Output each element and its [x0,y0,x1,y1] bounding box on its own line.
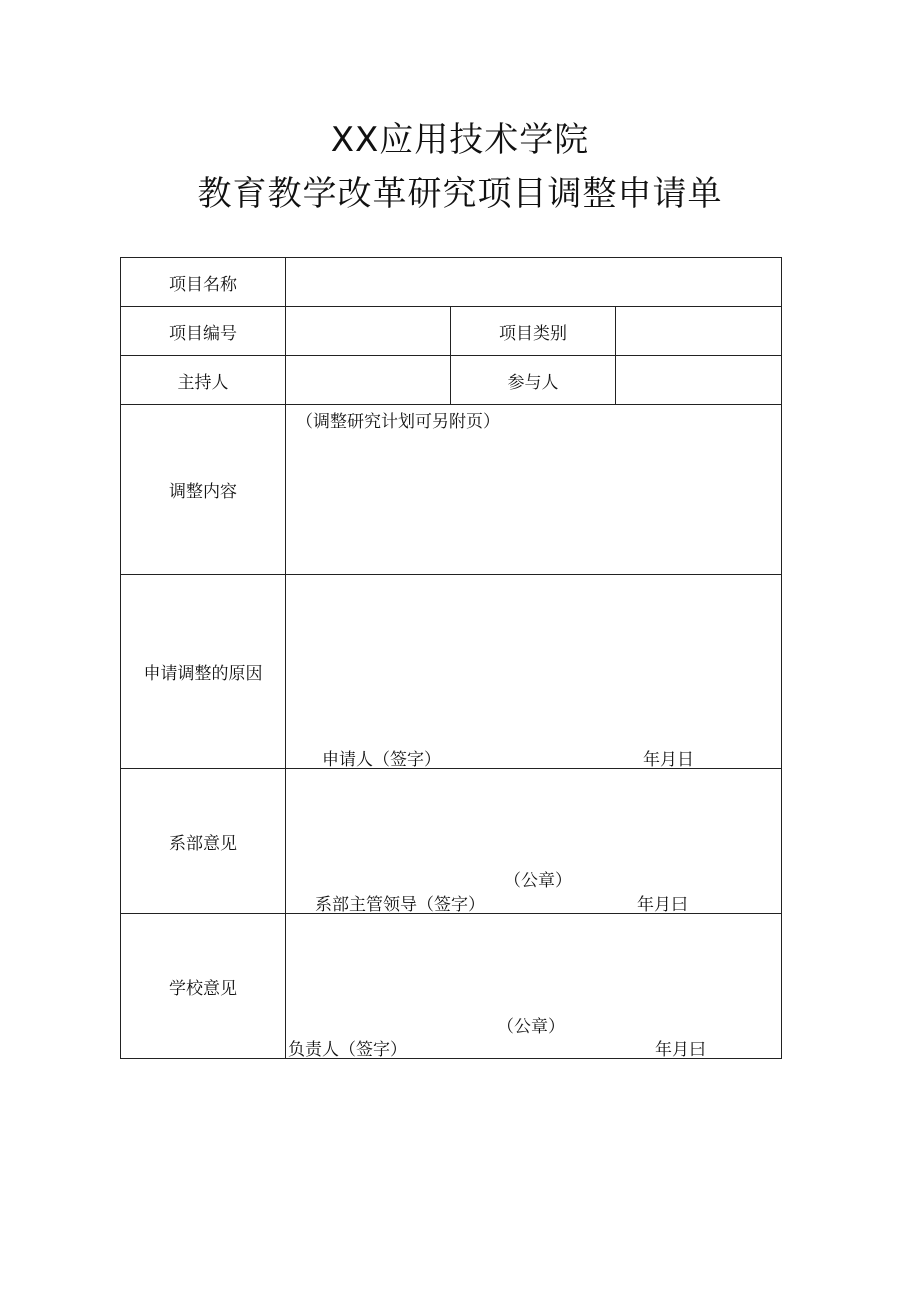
participants-label-cell [450,355,616,405]
school-opinion-field[interactable] [285,913,782,1059]
document-subtitle: 教育教学改革研究项目调整申请单 [197,174,723,214]
school-seal-label: （公章） [497,1017,565,1037]
host-field[interactable] [285,355,451,405]
reason-label-cell [120,574,286,769]
adjust-content-label-cell [120,404,286,575]
host-label-cell [120,355,286,405]
dept-opinion-label: 系部意见 [169,833,237,854]
project-type-label-cell [450,306,616,356]
dept-signature-label: 系部主管领导（签字） [315,895,485,915]
adjust-content-note: （调整研究计划可另附页） [296,412,500,432]
dept-opinion-field[interactable] [285,768,782,914]
adjust-content-label: 调整内容 [169,482,237,502]
project-type-field[interactable] [615,306,782,356]
participants-label: 参与人 [507,372,559,393]
applicant-signature-label: 申请人（签字） [322,750,441,770]
project-name-label: 项目名称 [169,274,237,295]
project-name-label-cell [120,257,286,307]
project-no-field[interactable] [285,306,451,356]
school-date-label: 年月曰 [655,1040,706,1060]
reason-label: 申请调整的原因 [143,664,263,684]
application-form-table [121,258,782,1060]
project-name-field[interactable] [285,257,782,307]
dept-date-label: 年月曰 [637,895,688,915]
participants-field[interactable] [615,355,782,405]
project-no-label-cell [120,306,286,356]
project-type-label: 项目类别 [499,323,567,344]
dept-seal-label: （公章） [504,871,572,891]
adjust-content-field[interactable] [285,404,782,575]
school-signature-label: 负责人（签字） [288,1040,407,1060]
school-opinion-label: 学校意见 [169,978,237,999]
applicant-date-label: 年月日 [643,750,694,770]
host-label: 主持人 [177,372,229,393]
project-no-label: 项目编号 [169,323,237,344]
school-opinion-label-cell [120,913,286,1059]
document-title: XX应用技术学院 [330,120,590,160]
reason-field[interactable] [285,574,782,769]
dept-opinion-label-cell [120,768,286,914]
